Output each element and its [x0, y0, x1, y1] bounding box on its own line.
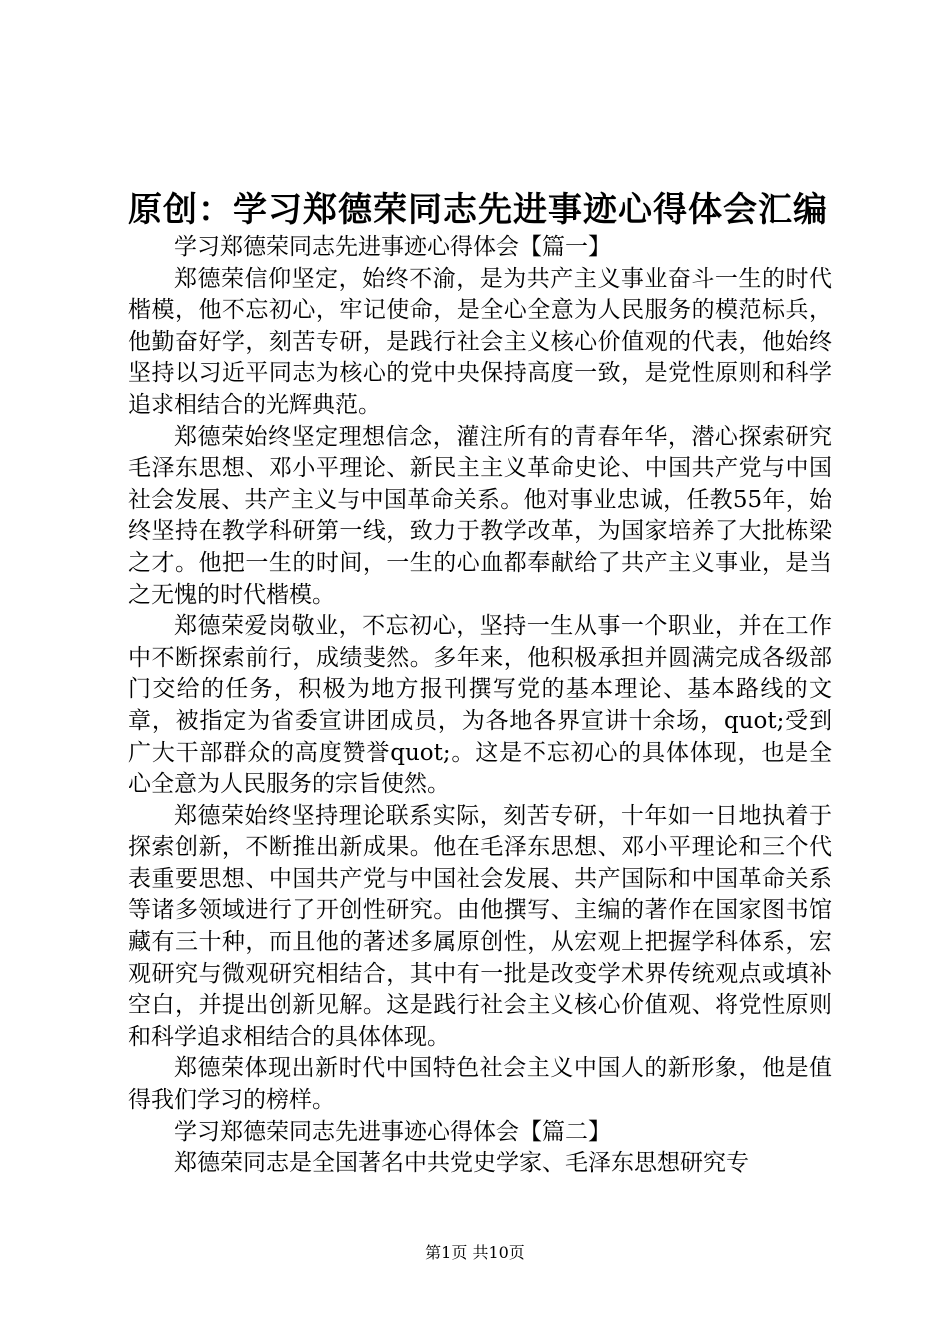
section-heading-1: 学习郑德荣同志先进事迹心得体会【篇一】: [174, 234, 611, 260]
paragraph: 郑德荣始终坚持理论联系实际，刻苦专研，十年如一日地执着于探索创新，不断推出新成果。他在毛泽东思想、邓小平理论和三个代表重要思想、中国共产党与中国社会发展、共产国际和中国革命关系等诸多领域进行了开创性研究。由他撰写、主编的著作在国家图书馆藏有三十种，而且他的著述多属原创性，从宏观上把握学科体系，宏观研究与微观研究相结合，其中有一批是改变学术界传统观点或填补空白，并提出创新见解。这是践行社会主义核心价值观、将党性原则和科学追求相结合的具体体现。: [128, 802, 832, 1050]
paragraph: 郑德荣爱岗敬业，不忘初心，坚持一生从事一个职业，并在工作中不断探索前行，成绩斐然。多年来，他积极承担并圆满完成各级部门交给的任务，积极为地方报刊撰写党的基本理论、基本路线的文章，被指定为省委宣讲团成员，为各地各界宣讲十余场，quot;受到广大干部群众的高度赞誉quot;。这是不忘初心的具体体现，也是全心全意为人民服务的宗旨使然。: [128, 613, 832, 798]
paragraph: 郑德荣同志是全国著名中共党史学家、毛泽东思想研究专: [174, 1150, 749, 1177]
paragraph: 郑德荣始终坚定理想信念，灌注所有的青春年华，潜心探索研究毛泽东思想、邓小平理论、新民主主义革命史论、中国共产党与中国社会发展、共产主义与中国革命关系。他对事业忠诚，任教55年，始终坚持在教学科研第一线，致力于教学改革，为国家培养了大批栋梁之才。他把一生的时间，一生的心血都奉献给了共产主义事业，是当之无愧的时代楷模。: [128, 423, 832, 608]
document-body: [128, 232, 832, 1180]
document-title: 原创：学习郑德荣同志先进事迹心得体会汇编: [128, 190, 828, 230]
page-footer: 第1页 共10页: [425, 1243, 525, 1262]
section-heading-2: 学习郑德荣同志先进事迹心得体会【篇二】: [174, 1118, 611, 1145]
paragraph: 郑德荣信仰坚定，始终不渝，是为共产主义事业奋斗一生的时代楷模，他不忘初心，牢记使命，是全心全意为人民服务的模范标兵，他勤奋好学，刻苦专研，是践行社会主义核心价值观的代表，他始终坚持以习近平同志为核心的党中央保持高度一致，是党性原则和科学追求相结合的光辉典范。: [128, 265, 832, 418]
paragraph: 郑德荣体现出新时代中国特色社会主义中国人的新形象，他是值得我们学习的榜样。: [128, 1055, 832, 1114]
